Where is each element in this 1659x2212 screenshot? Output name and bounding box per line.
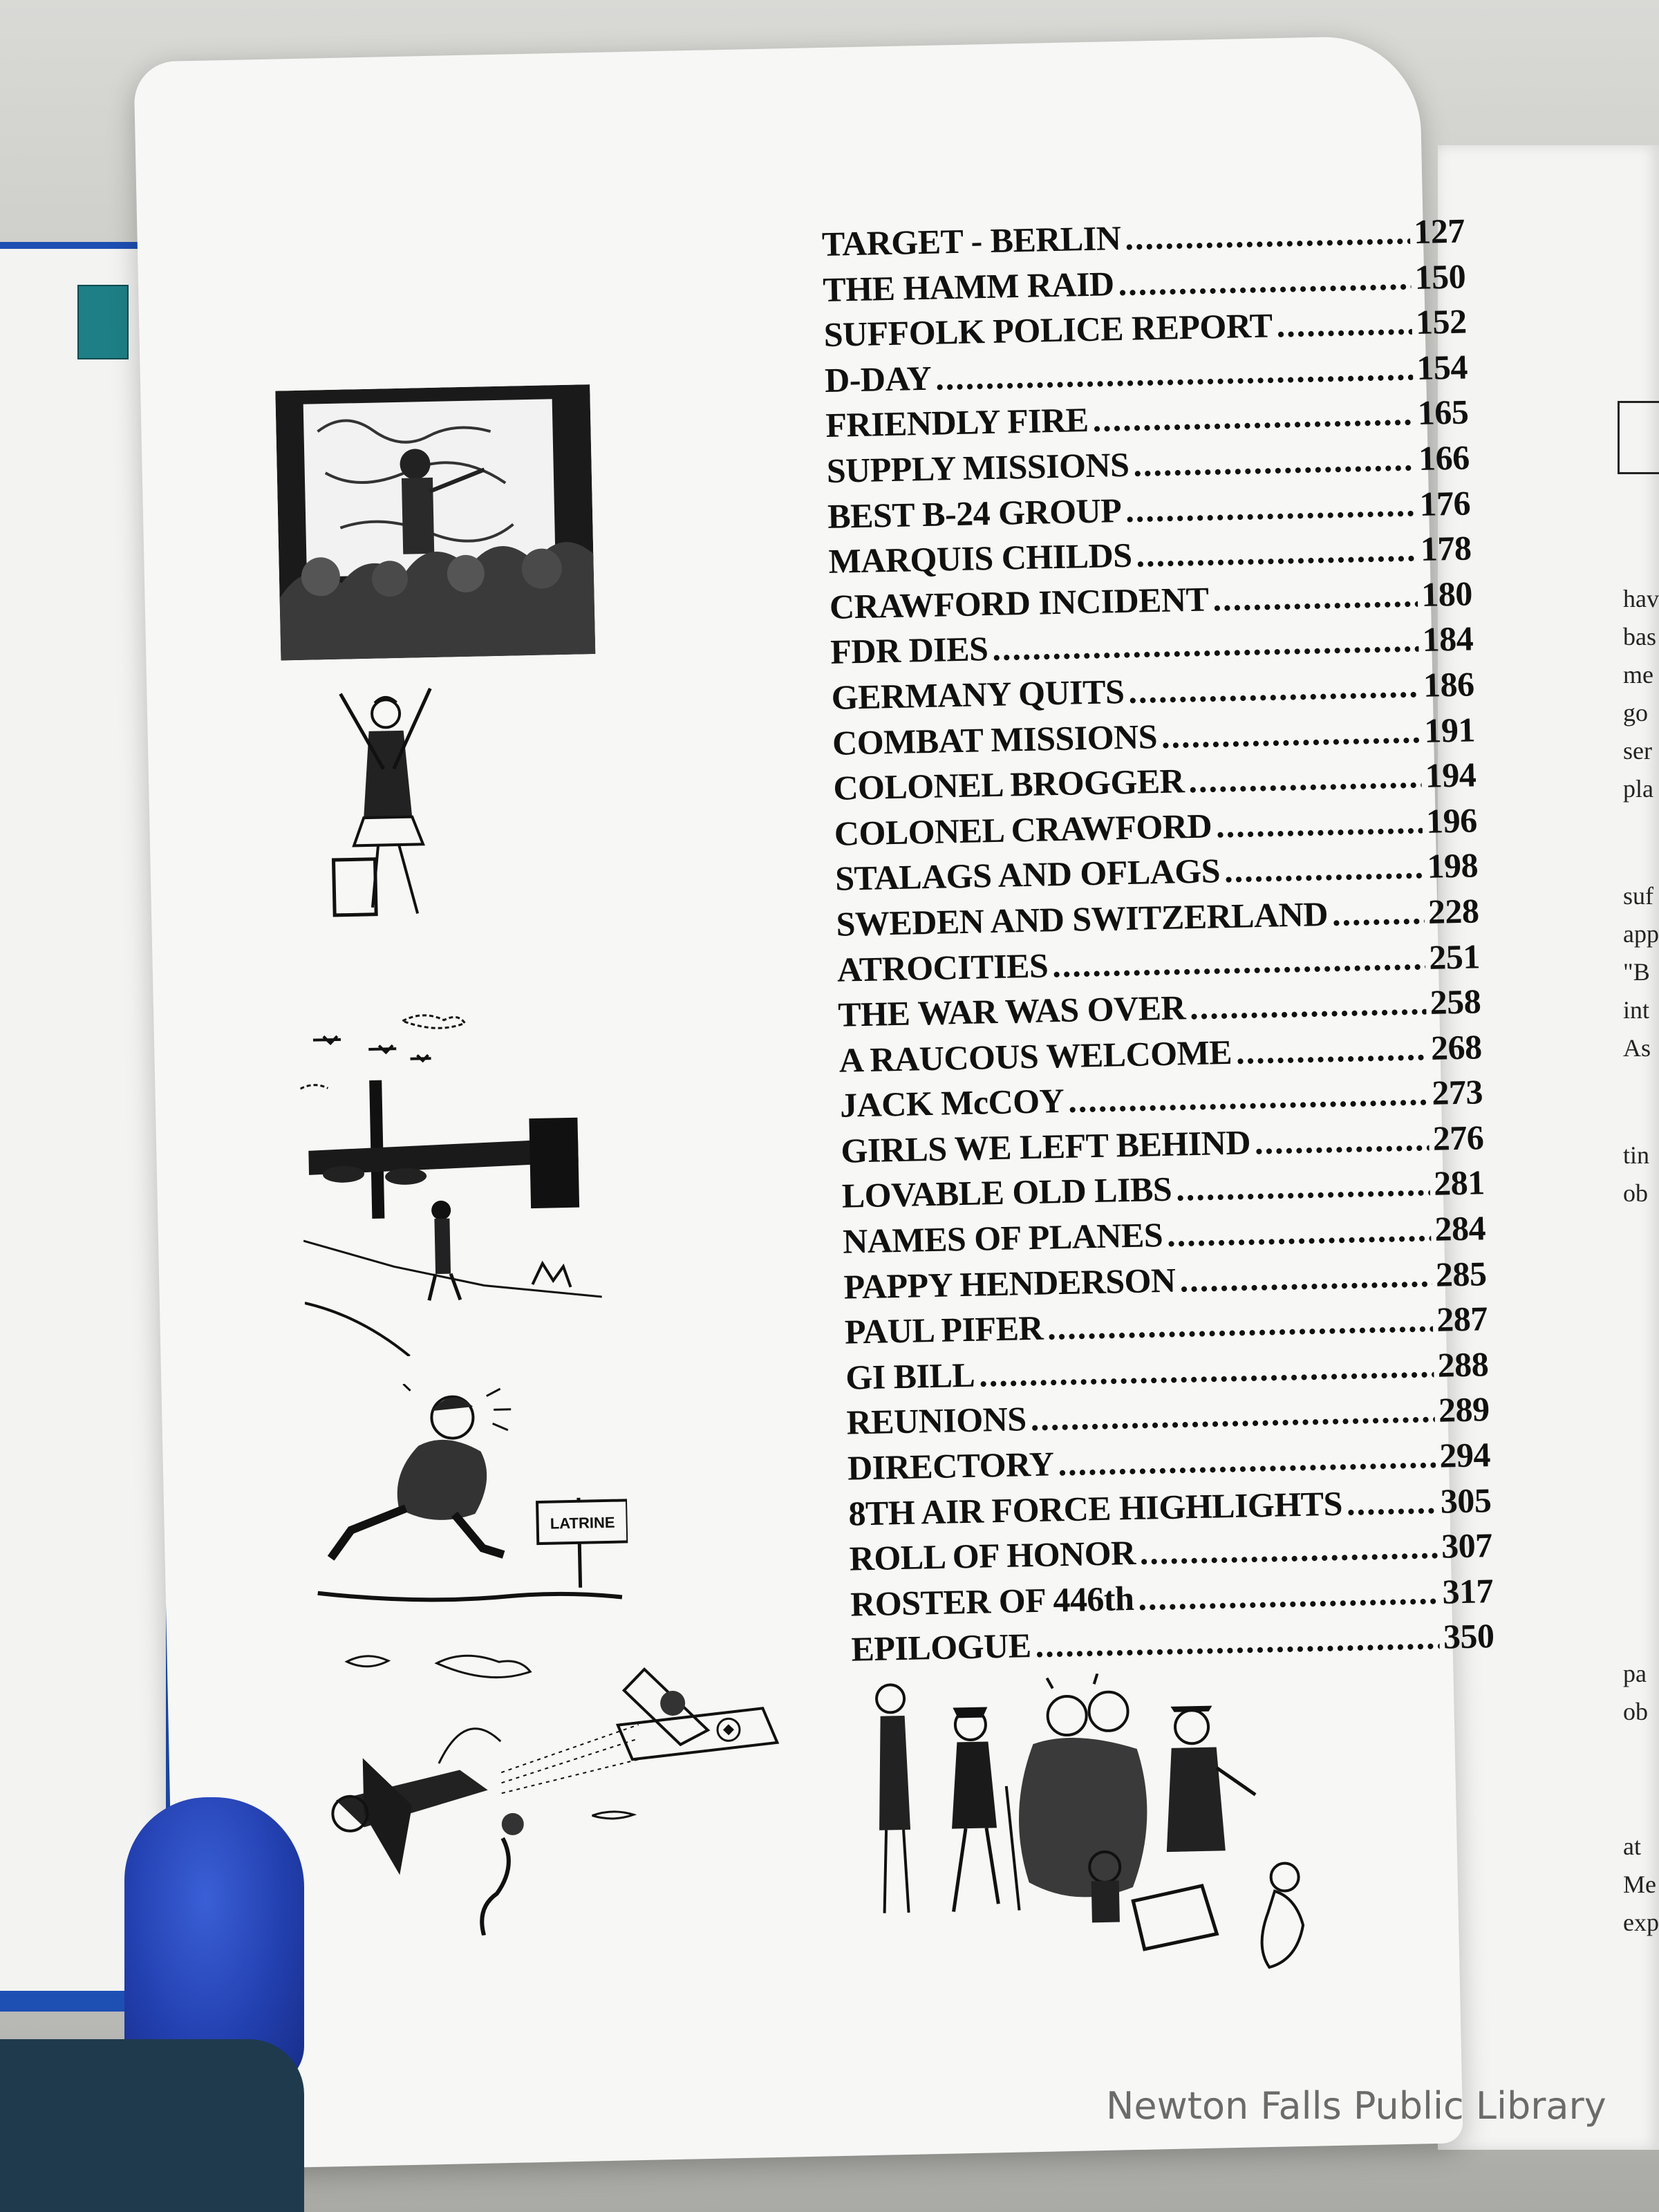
toc-entry-title: FRIENDLY FIRE (825, 400, 1089, 445)
toc-entry-title: SWEDEN AND SWITZERLAND (836, 894, 1329, 944)
toc-entry-title: CRAWFORD INCIDENT (829, 579, 1209, 626)
toc-entry-page: 186 (1423, 664, 1475, 704)
toc-entry-title: GIRLS WE LEFT BEHIND (840, 1123, 1251, 1170)
fragment: exp (1623, 1909, 1659, 1936)
toc-entry-page: 228 (1427, 891, 1479, 931)
toc-leader-dots (1215, 801, 1422, 845)
fragment: ob (1623, 1179, 1648, 1207)
left-page (0, 249, 166, 1991)
right-page-box (1618, 401, 1659, 474)
toc-entry-title: GI BILL (845, 1355, 975, 1397)
toc-entry-title: D-DAY (824, 358, 932, 400)
toc-leader-dots (1133, 438, 1415, 485)
fragment: me (1623, 661, 1653, 688)
toc-leader-dots (1052, 937, 1425, 984)
b24-bomber-illustration (299, 1006, 603, 1358)
toc-leader-dots (1035, 1617, 1440, 1665)
toc-entry-page: 178 (1420, 528, 1472, 569)
library-sticker (77, 285, 129, 359)
toc-entry-title: ROLL OF HONOR (849, 1533, 1136, 1578)
toc-entry-title: MARQUIS CHILDS (828, 535, 1133, 581)
toc-entry-title: SUPPLY MISSIONS (826, 444, 1130, 490)
toc-entry-page: 284 (1434, 1208, 1486, 1248)
toc-entry-title: LOVABLE OLD LIBS (841, 1170, 1172, 1216)
toc-leader-dots (1161, 711, 1421, 756)
fragment: hav (1623, 585, 1659, 612)
toc-leader-dots (1092, 393, 1414, 440)
toc-entry-title: BEST B-24 GROUP (827, 490, 1122, 536)
toc-entry-page: 317 (1441, 1571, 1494, 1611)
toc-entry-page: 305 (1440, 1480, 1492, 1521)
toc-entry-page: 307 (1441, 1526, 1493, 1566)
toc-leader-dots (1176, 1163, 1430, 1209)
toc-entry-title: PAUL PIFER (844, 1308, 1044, 1351)
toc-leader-dots (1224, 846, 1423, 890)
toc-entry-title: SUFFOLK POLICE REPORT (823, 306, 1273, 355)
toc-leader-dots (979, 1345, 1434, 1395)
dogfight-illustration (319, 1638, 823, 1939)
toc-entry-title: ATROCITIES (836, 945, 1049, 989)
toc-entry-title: THE WAR WAS OVER (837, 988, 1186, 1034)
toc-entry-page: 288 (1437, 1344, 1489, 1385)
fragment: As (1623, 1034, 1651, 1062)
toc-entry-title: DIRECTORY (847, 1444, 1055, 1488)
toc-entry-title: COMBAT MISSIONS (832, 716, 1158, 762)
fragment: Me (1623, 1871, 1656, 1898)
toc-leader-dots (1212, 574, 1418, 619)
toc-leader-dots (1189, 982, 1426, 1027)
toc-entry-page: 150 (1414, 256, 1466, 297)
fragment: bas (1623, 623, 1656, 650)
toc-entry-title: TARGET - BERLIN (821, 218, 1121, 264)
toc-entry-page: 258 (1430, 982, 1481, 1022)
toc-leader-dots (1166, 1209, 1431, 1255)
toc-entry-title: COLONEL CRAWFORD (834, 806, 1212, 853)
toc-entry-title: NAMES OF PLANES (842, 1215, 1163, 1261)
table-of-contents (821, 211, 1494, 1675)
toc-leader-dots (1058, 1436, 1436, 1483)
fragment: pa (1623, 1660, 1647, 1687)
toc-leader-dots (1138, 1572, 1438, 1618)
fragment: tin (1623, 1141, 1650, 1169)
toc-entry-page: 285 (1435, 1253, 1487, 1294)
toc-entry-title: COLONEL BROGGER (832, 761, 1185, 807)
toc-leader-dots (1139, 1526, 1438, 1573)
toc-entry-title: PAPPY HENDERSON (843, 1260, 1177, 1306)
toc-entry-page: 251 (1428, 936, 1481, 977)
toc-entry-page: 152 (1415, 301, 1468, 342)
toc-leader-dots (1136, 529, 1417, 574)
toc-entry-title: A RAUCOUS WELCOME (838, 1032, 1232, 1080)
toc-entry-page: 276 (1432, 1118, 1484, 1158)
toc-entry-title: ROSTER OF 446th (850, 1578, 1134, 1624)
toc-leader-dots (1047, 1300, 1432, 1348)
homecoming-illustration (865, 1668, 1370, 2003)
toc-leader-dots (1118, 257, 1411, 303)
woman-with-rifles-illustration (326, 685, 449, 922)
toc-entry-page: 165 (1417, 392, 1469, 433)
fragment: int (1623, 996, 1650, 1024)
toc-entry-page: 273 (1431, 1072, 1483, 1113)
toc-entry-page: 350 (1443, 1616, 1494, 1657)
sleeve (0, 2039, 304, 2212)
library-watermark: Newton Falls Public Library (1106, 2084, 1606, 2128)
toc-leader-dots (1128, 665, 1420, 711)
toc-entry-page: 176 (1418, 483, 1471, 523)
toc-entry-page: 166 (1418, 438, 1470, 478)
toc-entry-page: 294 (1438, 1435, 1491, 1475)
latrine-sign-text: LATRINE (550, 1513, 615, 1533)
toc-entry-page: 191 (1423, 709, 1476, 750)
toc-entry-title: FDR DIES (830, 629, 988, 672)
toc-entry-page: 287 (1436, 1299, 1488, 1339)
toc-leader-dots (1125, 212, 1410, 258)
toc-leader-dots (1346, 1481, 1436, 1523)
toc-leader-dots (1068, 1073, 1428, 1121)
briefing-room-illustration (275, 384, 595, 660)
fragment: pla (1623, 775, 1653, 803)
toc-leader-dots (1125, 484, 1416, 530)
toc-entry-page: 196 (1425, 800, 1478, 841)
toc-leader-dots (1188, 756, 1422, 800)
toc-leader-dots (1030, 1390, 1435, 1438)
toc-entry-title: EPILOGUE (850, 1626, 1032, 1669)
toc-leader-dots (992, 619, 1419, 668)
toc-leader-dots (1331, 892, 1424, 934)
toc-entry-title: THE HAMM RAID (822, 263, 1115, 309)
toc-leader-dots (1276, 302, 1412, 345)
toc-entry-page: 198 (1426, 845, 1479, 886)
toc-entry-page: 281 (1433, 1163, 1485, 1203)
toc-leader-dots (1179, 1255, 1432, 1300)
fragment: ob (1623, 1698, 1648, 1725)
fragment: at (1623, 1833, 1641, 1860)
toc-entry-title: JACK McCOY (839, 1081, 1065, 1125)
toc-entry-title: 8TH AIR FORCE HIGHLIGHTS (847, 1483, 1343, 1533)
toc-leader-dots (1235, 1028, 1427, 1072)
toc-entry-page: 154 (1416, 347, 1468, 387)
toc-entry-title: REUNIONS (846, 1399, 1027, 1443)
fragment: ser (1623, 737, 1652, 765)
latrine-run-illustration (306, 1379, 629, 1621)
toc-entry-title: STALAGS AND OFLAGS (834, 851, 1221, 899)
toc-entry-page: 194 (1425, 755, 1477, 796)
toc-entry-title: GERMANY QUITS (831, 671, 1125, 717)
toc-entry-page: 268 (1430, 1027, 1483, 1067)
toc-entry-page: 184 (1422, 619, 1474, 659)
fragment: app (1623, 920, 1659, 948)
toc-entry-page: 289 (1438, 1389, 1490, 1430)
fragment: "B (1623, 958, 1650, 986)
toc-entry-page: 180 (1421, 574, 1473, 614)
toc-leader-dots (1254, 1118, 1429, 1162)
book-page (133, 35, 1494, 2170)
toc-entry-page: 127 (1413, 211, 1465, 252)
fragment: go (1623, 699, 1648, 727)
fragment: suf (1623, 882, 1653, 910)
